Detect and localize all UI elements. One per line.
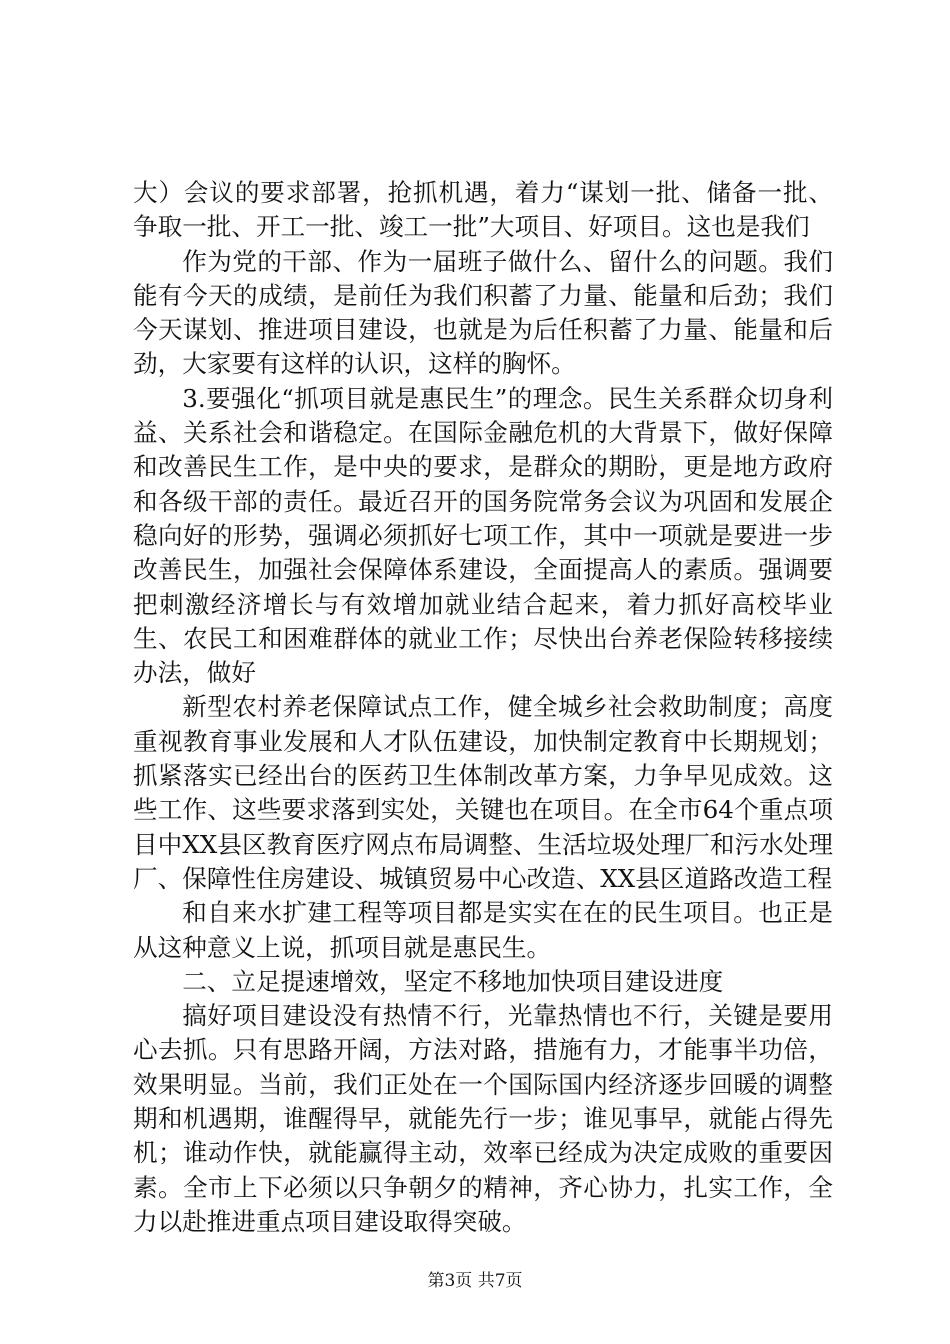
page-number-label: 第3页 共7页 — [427, 1271, 523, 1291]
paragraph-4: 新型农村养老保障试点工作，健全城乡社会救助制度；高度重视教育事业发展和人才队伍建设，加快制定教育中长期规划；抓紧落实已经出台的医药卫生体制改革方案，力争早见成效。这些工作、这些要求落到实处，关键也在项目。在全市64个重点项目中XX县区教育医疗网点布局调整、生活垃圾处理厂和污水处理厂、保障性住房建设、城镇贸易中心改造、XX县区道路改造工程 — [133, 692, 833, 893]
paragraph-1: 大）会议的要求部署，抢抓机遇，着力“谋划一批、储备一批、争取一批、开工一批、竣工一批”大项目、好项目。这也是我们 — [133, 178, 833, 242]
page-footer — [0, 1270, 950, 1292]
section-heading: 二、立足提速增效，坚定不移地加快项目建设进度 — [182, 966, 724, 996]
paragraph-2: 作为党的干部、作为一届班子做什么、留什么的问题。我们能有今天的成绩，是前任为我们积蓄了力量、能量和后劲；我们今天谋划、推进项目建设，也就是为后任积蓄了力量、能量和后劲，大家要有这样的认识，这样的胸怀。 — [133, 246, 833, 379]
document-body — [133, 176, 833, 1239]
paragraph-5: 和自来水扩建工程等项目都是实实在在的民生项目。也正是从这种意义上说，抓项目就是惠民生。 — [133, 898, 833, 962]
paragraph-3: 3.要强化“抓项目就是惠民生”的理念。民生关系群众切身利益、关系社会和谐稳定。在国际金融危机的大背景下，做好保障和改善民生工作，是中央的要求，是群众的期盼，更是地方政府和各级干部的责任。最近召开的国务院常务会议为巩固和发展企稳向好的形势，强调必须抓好七项工作，其中一项就是要进一步改善民生，加强社会保障体系建设，全面提高人的素质。强调要把刺激经济增长与有效增加就业结合起来，着力抓好高校毕业生、农民工和困难群体的就业工作；尽快出台养老保险转移接续办法，做好 — [133, 383, 833, 688]
paragraph-7: 搞好项目建设没有热情不行，光靠热情也不行，关键是要用心去抓。只有思路开阔，方法对路，措施有力，才能事半功倍，效果明显。当前，我们正处在一个国际国内经济逐步回暖的调整期和机遇期，谁醒得早，就能先行一步；谁见事早，就能占得先机；谁动作快，就能赢得主动，效率已经成为决定成败的重要因素。全市上下必须以只争朝夕的精神，齐心协力，扎实工作，全力以赴推进重点项目建设取得突破。 — [133, 1001, 833, 1236]
